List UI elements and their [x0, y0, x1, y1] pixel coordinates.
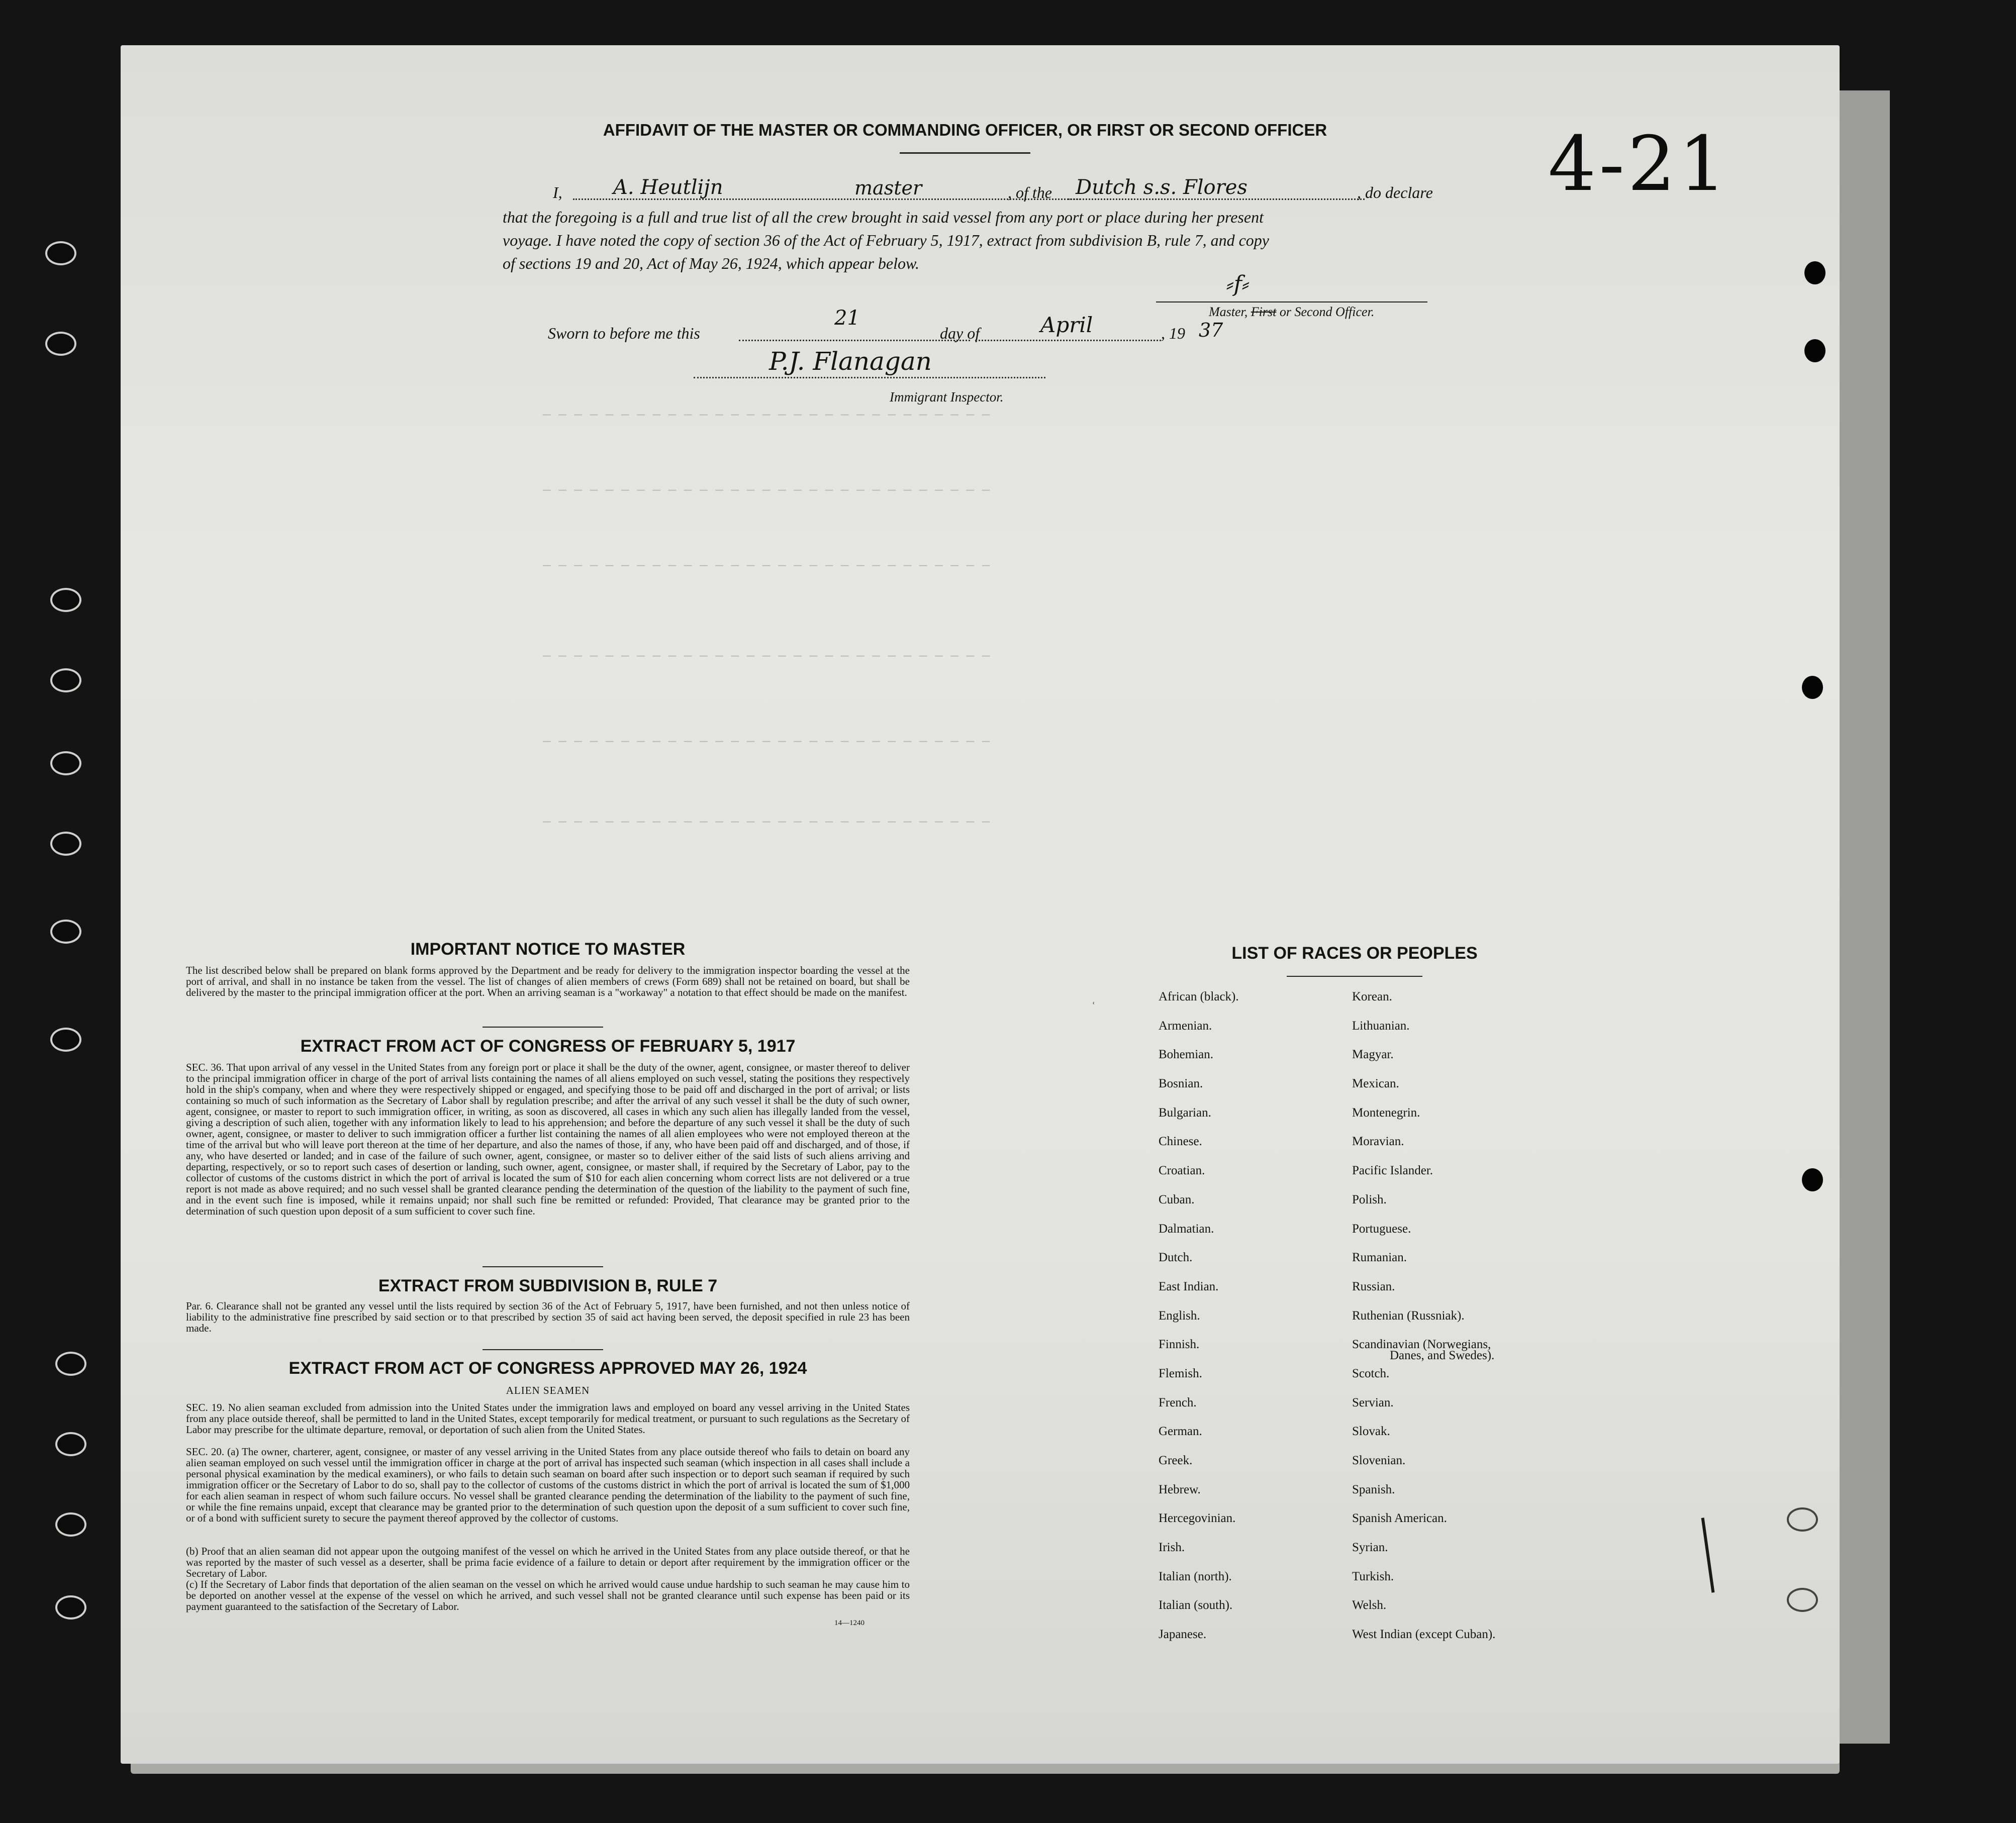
- title-rule: [900, 152, 1030, 154]
- race-item: Hebrew.: [1159, 1482, 1201, 1496]
- section-rule: [483, 1266, 603, 1267]
- affidavit-title: AFFIDAVIT OF THE MASTER OR COMMANDING OFFICER, OR FIRST OR SECOND OFFICER: [603, 121, 1327, 139]
- i-label: I,: [553, 183, 562, 201]
- race-item: Rumanian.: [1352, 1251, 1407, 1265]
- race-item: Bulgarian.: [1159, 1105, 1211, 1120]
- sworn-day: 21: [834, 307, 860, 330]
- signature-line: [694, 377, 1045, 378]
- binder-hole: [50, 832, 81, 856]
- race-item: Ruthenian (Russniak).: [1352, 1308, 1465, 1323]
- race-item: Syrian.: [1352, 1541, 1388, 1555]
- notice-text: The list described below shall be prepared on blank forms approved by the Department and be ready for delivery to the immigration inspector boarding the vessel at the port of arrival, and shall in no instance be taken from the vessel. The list of changes of alien members of crews (Form 689) shall not be retained on board, but shall be delivered by the master to the principal immigration officer at the port. When an arriving seaman is a "workaway" a notation to that effect should be made on the manifest.: [186, 964, 910, 998]
- officer-label: Master, First or Second Officer.: [1209, 305, 1375, 319]
- binder-hole: [1787, 1507, 1818, 1532]
- race-item: Irish.: [1159, 1541, 1185, 1555]
- race-item: Spanish American.: [1352, 1511, 1447, 1526]
- races-left-column: [1159, 990, 1239, 1657]
- section-20c-text: (c) If the Secretary of Labor finds that deportation of the alien seaman on the vessel on which he arrived would cause undue hardship to such seaman he may cause him to be deported on another vessel at the expense of the vessel on which he arrived, and such vessel shall not be granted clearance until such expense has been paid or its payment guaranteed to the satisfaction of the Secretary of Labor.: [186, 1578, 910, 1612]
- sworn-label: Sworn to before me this: [548, 324, 700, 342]
- extract-1917-title: EXTRACT FROM ACT OF CONGRESS OF FEBRUARY 5, 1917: [300, 1037, 796, 1056]
- binder-hole: [1802, 1168, 1823, 1191]
- race-item: Bosnian.: [1159, 1077, 1203, 1091]
- races-title: LIST OF RACES OR PEOPLES: [1231, 944, 1478, 963]
- bleed-through-text: — — — — — — — — — — — — — — — — — — — — — — — — — — — — —: [543, 734, 990, 749]
- race-item: East Indian.: [1159, 1279, 1219, 1293]
- fill-line: [975, 340, 1161, 341]
- affidavit-line: voyage. I have noted the copy of section 36 of the Act of February 5, 1917, extract from subdivision B, rule 7, and copy: [503, 231, 1269, 249]
- race-item: Italian (north).: [1159, 1569, 1232, 1583]
- master-name: A. Heutlijn: [613, 176, 723, 199]
- tick-mark: ʿ: [1092, 1000, 1096, 1012]
- race-item: Korean.: [1352, 990, 1392, 1003]
- race-item: Dalmatian.: [1159, 1222, 1214, 1236]
- sheet-edge: [1840, 90, 1890, 1744]
- binder-hole: [1787, 1588, 1818, 1612]
- race-item: French.: [1159, 1395, 1197, 1409]
- sworn-year: 37: [1199, 319, 1223, 341]
- race-item: Flemish.: [1159, 1366, 1202, 1380]
- binder-hole: [50, 1028, 81, 1052]
- extract-1924-title: EXTRACT FROM ACT OF CONGRESS APPROVED MAY 26, 1924: [289, 1359, 807, 1378]
- race-item: Croatian.: [1159, 1164, 1205, 1178]
- section-rule: [483, 1349, 603, 1350]
- signature-line: [1156, 301, 1427, 302]
- binder-hole: [45, 332, 76, 356]
- sworn-month: April: [1040, 313, 1093, 337]
- race-item: Japanese.: [1159, 1628, 1207, 1642]
- subdivision-title: EXTRACT FROM SUBDIVISION B, RULE 7: [378, 1276, 718, 1295]
- race-item: Moravian.: [1352, 1135, 1404, 1149]
- master-signature: ⸗𝑓⸗: [1226, 271, 1250, 297]
- race-item: Montenegrin.: [1352, 1105, 1420, 1120]
- inspector-label: Immigrant Inspector.: [890, 389, 1004, 404]
- affidavit-line: that the foregoing is a full and true list of all the crew brought in said vessel from any port or place during her present: [503, 208, 1264, 226]
- bleed-through-text: — — — — — — — — — — — — — — — — — — — — — — — — — — — — —: [543, 814, 990, 829]
- declare-label: , do declare: [1357, 183, 1433, 201]
- race-item: Slovenian.: [1352, 1454, 1406, 1467]
- inspector-signature: P.J. Flanagan: [769, 347, 932, 376]
- race-item: English.: [1159, 1308, 1200, 1323]
- binder-hole: [1804, 339, 1826, 362]
- page-mark: 4-21: [1548, 121, 1730, 208]
- race-item: Russian.: [1352, 1279, 1395, 1293]
- race-item: Polish.: [1352, 1192, 1387, 1206]
- bleed-through-text: — — — — — — — — — — — — — — — — — — — — — — — — — — — — —: [543, 648, 990, 663]
- race-item: Scotch.: [1352, 1366, 1390, 1380]
- day-of-label: day of: [940, 324, 980, 342]
- binder-hole: [45, 241, 76, 265]
- section-rule: [483, 1027, 603, 1028]
- race-item: Servian.: [1352, 1395, 1394, 1409]
- race-item: Italian (south).: [1159, 1598, 1233, 1612]
- race-item: Scandinavian (Norwegians,: [1352, 1338, 1491, 1352]
- notice-title: IMPORTANT NOTICE TO MASTER: [410, 940, 686, 959]
- subdivision-text: Par. 6. Clearance shall not be granted any vessel until the lists required by section 36 of the Act of February 5, 1917, have been furnished, and not then unless notice of liability to the administrative fine prescribed by said section or to that prescribed by section 35 of said act having been served, the deposit specified in rule 23 has been made.: [186, 1300, 910, 1334]
- race-item: Finnish.: [1159, 1338, 1200, 1352]
- binder-hole: [55, 1432, 86, 1456]
- bleed-through-text: — — — — — — — — — — — — — — — — — — — — — — — — — — — — —: [543, 558, 990, 573]
- section-20b-text: (b) Proof that an alien seaman did not appear upon the outgoing manifest of the vessel on which he arrived in the United States from any place outside thereof, or that he was reported by the master of such vessel as a deserter, shall be prima facie evidence of a failure to detain or deport after requirement by the immigration officer or the Secretary of Labor.: [186, 1545, 910, 1579]
- binder-hole: [55, 1512, 86, 1537]
- bleed-through-text: — — — — — — — — — — — — — — — — — — — — — — — — — — — — —: [543, 482, 990, 497]
- race-item: Greek.: [1159, 1454, 1193, 1467]
- race-item: Bohemian.: [1159, 1048, 1214, 1062]
- race-item: Dutch.: [1159, 1251, 1193, 1265]
- race-item: Lithuanian.: [1352, 1019, 1410, 1033]
- race-item: Portuguese.: [1352, 1222, 1411, 1236]
- extract-1917-text: SEC. 36. That upon arrival of any vessel in the United States from any foreign port or place it shall be the duty of the owner, agent, consignee, or master thereof to deliver to the principal immigration officer in charge of the port of arrival lists containing the names of all aliens employed on such vessel, stating the positions they respectively hold in the ship's company, when and where they were respectively shipped or engaged, and specifying those to be paid off and discharged in the port of arrival; or lists containing so much of such information as the Secretary of Labor shall by regulation prescribe; and after the arrival of any such vessel it shall be the duty of such owner, agent, consignee, or master to report to such immigration officer, in writing, as soon as discovered, all cases in which any such alien has illegally landed from the vessel, giving a description of such alien, together with any information likely to lead to his apprehension; and before the departure of any such vessel it shall be the duty of such owner, agent, consignee, or master to deliver to such immigration officer a further list containing the names of all alien employees who were not employed thereon at the time of the arrival but who will leave port thereon at the time of her departure, and also the names of those, if any, who have been paid off and discharged, and of those, if any, who have deserted or landed; and in case of the failure of such owner, agent, consignee, or master so to deliver either of the said lists of such aliens arriving and departing, respectively, or so to report such cases of desertion or landing, such owner, agent, consignee, or master shall, if required by the Secretary of Labor, pay to the collector of customs of the customs district in which the port of arrival is located the sum of $10 for each alien concerning whom correct lists are not delivered or a true report is not made as above required; and no such vessel shall be granted clearance pending the determination of the question of the liability to the payment of such fine, and in the event such fine is imposed, while it remains unpaid; nor shall such fine be remitted or refunded: Provided, That clearance may be granted prior to the determination of such question upon deposit of a sum sufficient to cover such fine.: [186, 1061, 910, 1217]
- binder-hole: [55, 1595, 86, 1619]
- race-item: Pacific Islander.: [1352, 1164, 1433, 1178]
- race-item: Mexican.: [1352, 1077, 1399, 1091]
- race-item: Danes, and Swedes).: [1390, 1349, 1495, 1362]
- binder-hole: [50, 588, 81, 612]
- races-right-column: [1352, 990, 1495, 1657]
- bleed-through-text: — — — — — — — — — — — — — — — — — — — — — — — — — — — — —: [543, 407, 990, 422]
- race-item: African (black).: [1159, 990, 1239, 1003]
- binder-hole: [50, 920, 81, 944]
- binder-hole: [50, 668, 81, 692]
- section-rule: [1287, 976, 1422, 977]
- master-rank: master: [854, 177, 922, 199]
- race-item: Spanish.: [1352, 1482, 1395, 1496]
- race-item: Slovak.: [1352, 1425, 1390, 1439]
- race-item: West Indian (except Cuban).: [1352, 1628, 1496, 1642]
- race-item: Armenian.: [1159, 1019, 1212, 1033]
- form-number: 14—1240: [834, 1619, 865, 1627]
- race-item: Cuban.: [1159, 1192, 1195, 1206]
- race-item: Welsh.: [1352, 1598, 1387, 1612]
- race-item: Turkish.: [1352, 1569, 1394, 1583]
- race-item: Chinese.: [1159, 1135, 1202, 1149]
- section-19-text: SEC. 19. No alien seaman excluded from admission into the United States under the immigration laws and employed on board any vessel arriving in the United States from any place outside thereof, shall be permitted to land in the United States, except temporarily for medical treatment, or pursuant to such regulations as the Secretary of Labor may prescribe for the ultimate departure, removal, or deportation of such alien from the United States.: [186, 1401, 910, 1436]
- year-prefix: , 19: [1161, 324, 1185, 342]
- section-20a-text: SEC. 20. (a) The owner, charterer, agent, consignee, or master of any vessel arriving in the United States from any place outside thereof who fails to detain on board any alien seaman employed on such vessel until the immigration officer in charge at the port of arrival has inspected such seaman (which inspection in all cases shall include a personal physical examination by the medical examiners), or who fails to detain such seaman on board after such inspection or to deport such seaman if required by such immigration officer or the Secretary of Labor to do so, shall pay to the collector of customs of the customs district in which the port of arrival is located the sum of $1,000 for each alien seaman in respect of whom such failure occurs. No vessel shall be granted clearance pending the determination of the liability to the payment of such fine, or while the fine remains unpaid, except that clearance may be granted prior to the determination of such question upon the deposit of a sum sufficient to cover such fine, or of a bond with sufficient surety to secure the payment thereof approved by the collector of customs.: [186, 1446, 910, 1524]
- vessel-name: Dutch s.s. Flores: [1076, 176, 1247, 199]
- binder-hole: [50, 751, 81, 775]
- race-item: Magyar.: [1352, 1048, 1394, 1062]
- of-the-label: , of the: [1008, 183, 1052, 201]
- fill-line: [739, 340, 970, 341]
- affidavit-line: of sections 19 and 20, Act of May 26, 1924, which appear below.: [503, 254, 919, 272]
- alien-seamen-subtitle: ALIEN SEAMEN: [506, 1384, 590, 1396]
- race-item: German.: [1159, 1425, 1202, 1439]
- binder-hole: [1804, 261, 1826, 284]
- binder-hole: [1802, 676, 1823, 699]
- race-item: Hercegovinian.: [1159, 1511, 1236, 1526]
- binder-hole: [55, 1352, 86, 1376]
